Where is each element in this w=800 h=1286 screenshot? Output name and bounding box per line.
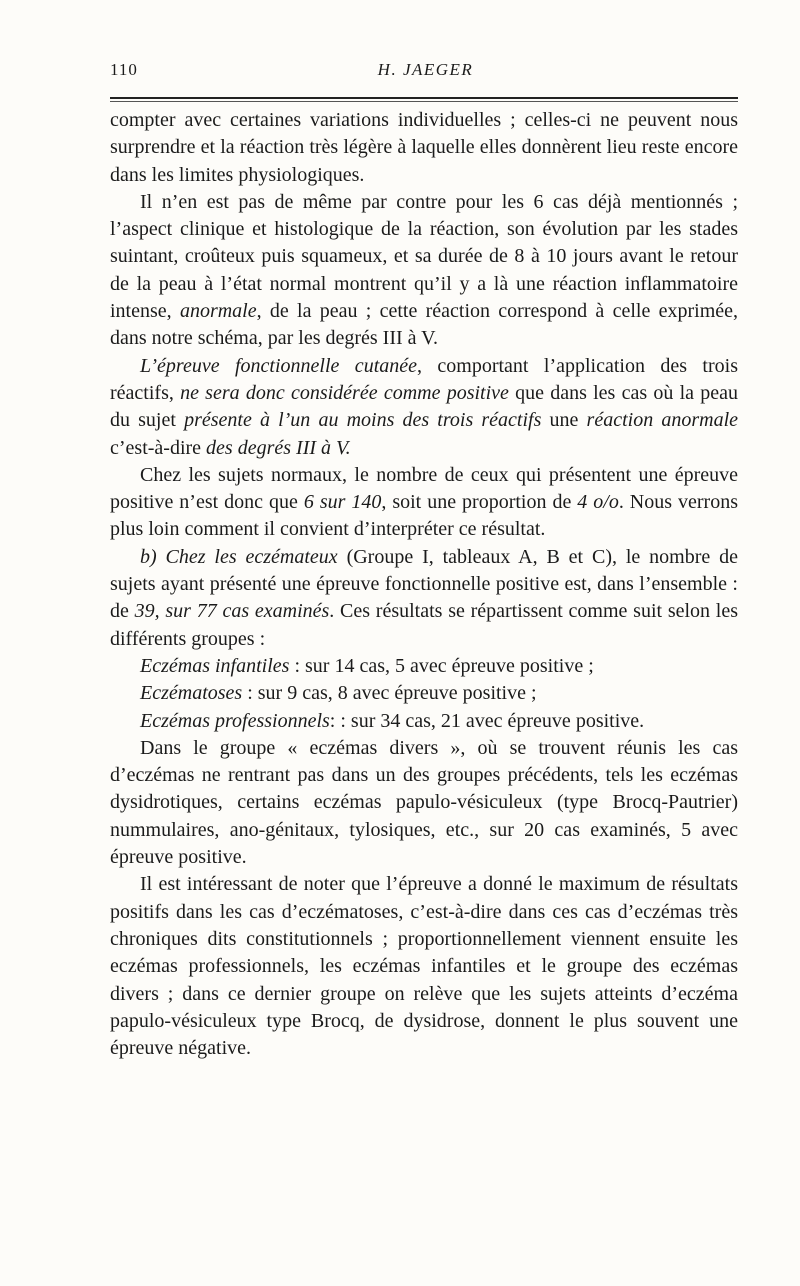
paragraph-3: L’épreuve fonctionnelle cutanée, comportant l’application des trois réactifs, ne sera donc considérée comme positive que dans les cas où la peau du sujet présente à l’un au moins des trois réactifs une réaction anormale c’est-à-dire des degrés III à V. [110, 354, 738, 459]
paragraph-4: Chez les sujets normaux, le nombre de ceux qui présentent une épreuve positive n’est donc que 6 sur 140, soit une proportion de 4 o/o. Nous verrons plus loin comment il convient d’interpréter ce résultat. [110, 463, 738, 541]
paragraph-7: Il est intéressant de noter que l’épreuve a donné le maximum de résultats positifs dans les cas d’eczématoses, c’est-à-dire dans ces cas d’eczémas très chroniques dits constitutionnels ; proportionnellement viennent ensuite les eczémas professionnels, les eczémas infantiles et le groupe des eczémas divers ; dans ce dernier groupe on relève que les sujets atteints d’eczéma papulo-vésiculeux type Brocq, de dysidrose, donnent le plus souvent une épreuve négative. [110, 873, 738, 1060]
header-rule-thin [110, 101, 738, 102]
paragraph-2: Il n’en est pas de même par contre pour les 6 cas déjà mentionnés ; l’aspect clinique et histologique de la réaction, son évolution par les stades suintant, croûteux puis squameux, et sa durée de 8 à 10 jours avant le retour de la peau à l’état normal montrent qu’il y a là une réaction inflammatoire intense, anormale, de la peau ; cette réaction correspond à celle exprimée, dans notre schéma, par les degrés III à V. [110, 190, 739, 350]
list-item-eczemas-professionnels: Eczémas professionnels: : sur 34 cas, 21 avec épreuve positive. [140, 709, 645, 732]
running-head [110, 60, 741, 86]
paragraph-1: compter avec certaines variations individuelles ; celles-ci ne peuvent nous surprendre et la réaction très légère à laquelle elles donnèrent lieu reste encore dans les limites physiologiques. [110, 109, 738, 186]
header-rule [110, 97, 738, 99]
running-title: H. JAEGER [377, 60, 474, 79]
list-item-eczemas-infantiles: Eczémas infantiles : sur 14 cas, 5 avec épreuve positive ; [140, 654, 594, 677]
paragraph-6: Dans le groupe « eczémas divers », où se trouvent réunis les cas d’eczémas ne rentrant pas dans un des groupes précédents, tels les eczémas dysidrotiques, certains eczémas papulo-vésiculeux (type Brocq-Pautrier) nummulaires, ano-génitaux, tylosiques, etc., sur 20 cas examinés, 5 avec épreuve positive. [110, 736, 738, 869]
page-number: 110 [110, 60, 138, 79]
paragraph-5: b) Chez les eczémateux (Groupe I, tableaux A, B et C), le nombre de sujets ayant présenté une épreuve fonctionnelle positive est, dans l’ensemble : de 39, sur 77 cas examinés. Ces résultats se répartissent comme suit selon les différents groupes : [110, 545, 739, 650]
list-item-eczematoses: Eczématoses : sur 9 cas, 8 avec épreuve positive ; [140, 682, 537, 705]
body-text [110, 107, 738, 1062]
